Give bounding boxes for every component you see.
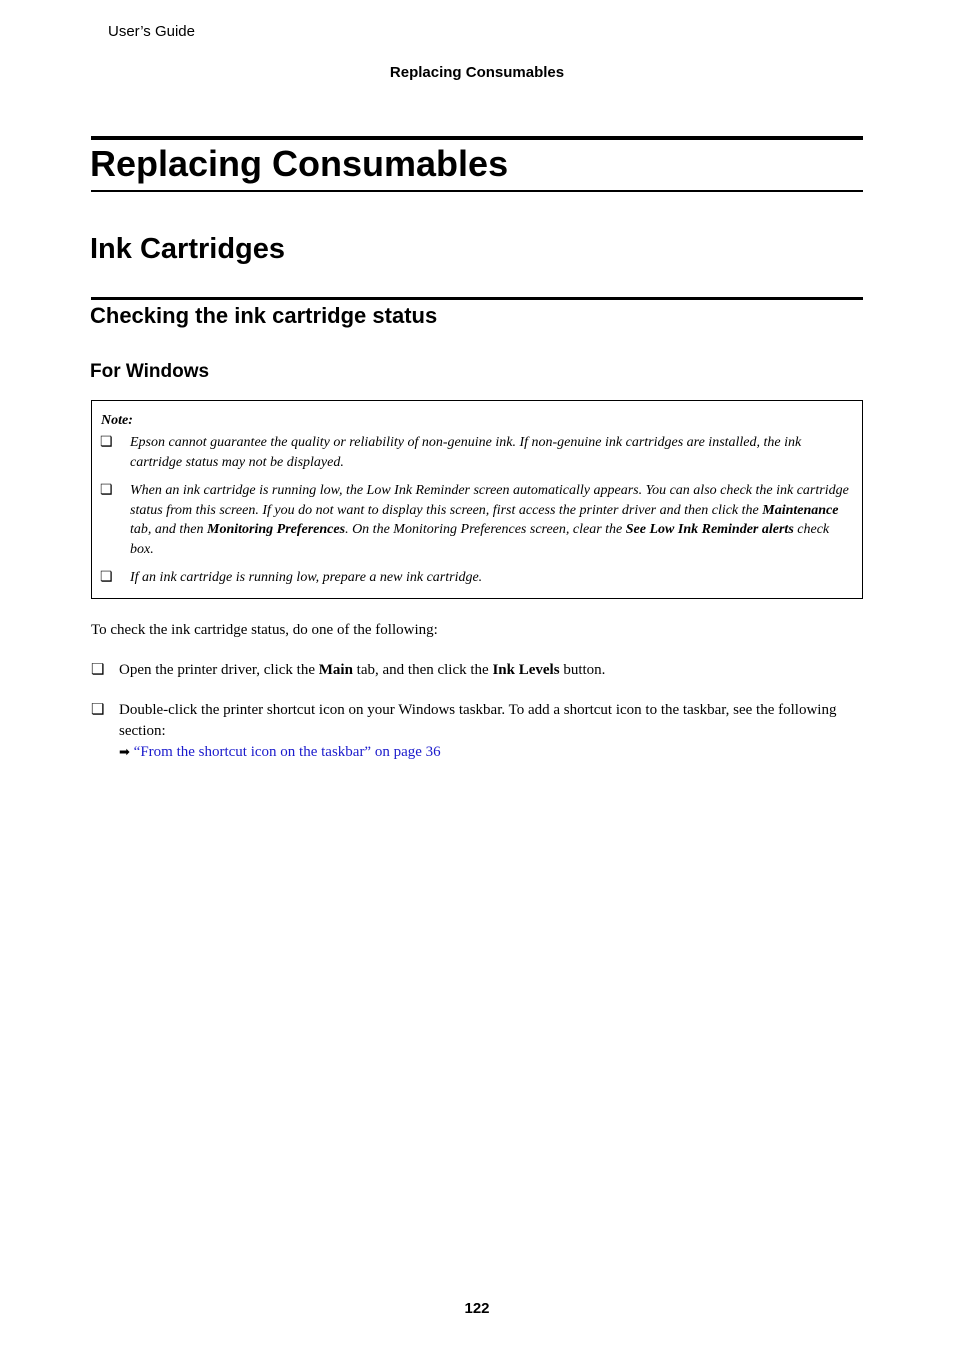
intro-paragraph: To check the ink cartridge status, do one of the following: [91, 622, 438, 638]
monitoring-preferences-ref: Monitoring Preferences [207, 522, 346, 537]
checkbox-bullet-icon: ❏ [91, 662, 105, 678]
running-section-title: Replacing Consumables [389, 64, 565, 81]
subsubsection-title: For Windows [90, 361, 210, 382]
note-item [100, 433, 856, 472]
chapter-title: Replacing Consumables [90, 143, 509, 184]
main-tab-ref: Main [318, 662, 353, 678]
section-title: Ink Cartridges [90, 233, 285, 265]
list-item [91, 700, 866, 763]
note-item-text: If an ink cartridge is running low, prepare a new ink cartridge. [130, 570, 483, 585]
list-item-text: Double-click the printer shortcut icon on your Windows taskbar. To add a shortcut icon to the taskbar, see the following section: ➡ “From the shortcut icon on the taskbar” on page 36 [119, 702, 837, 760]
arrow-right-icon: ➡ [119, 745, 130, 760]
chapter-rule-bottom [91, 190, 863, 192]
maintenance-tab-ref: Maintenance [762, 502, 839, 518]
ink-levels-button-ref: Ink Levels [492, 662, 560, 678]
checkbox-bullet-icon: ❏ [100, 483, 113, 498]
note-item [100, 481, 856, 559]
cross-reference-link[interactable]: “From the shortcut icon on the taskbar” on page 36 [133, 744, 441, 760]
note-item-text: When an ink cartridge is running low, the Low Ink Reminder screen automatically appears. You can also check the ink cartridge status from this screen. If you do not want to display this screen, first access the printer driver and then click the Maintenance tab, and then Monitoring Preferences. On the Monitoring Preferences screen, clear the See Low Ink Reminder alerts check box. [130, 483, 849, 557]
note-label: Note: [101, 413, 133, 428]
page-number: 122 [464, 1300, 490, 1317]
list-item [91, 660, 866, 681]
note-box [91, 400, 863, 599]
running-title: User’s Guide [108, 23, 195, 40]
checkbox-bullet-icon: ❏ [100, 570, 113, 585]
note-item-text: Epson cannot guarantee the quality or reliability of non-genuine ink. If non-genuine ink cartridges are installed, the ink cartridge status may not be displayed. [130, 435, 802, 470]
see-low-ink-reminder-ref: See Low Ink Reminder alerts [625, 522, 794, 537]
note-item [100, 568, 856, 588]
subsection-rule [91, 297, 863, 300]
checkbox-bullet-icon: ❏ [100, 435, 113, 450]
list-item-text: Open the printer driver, click the Main tab, and then click the Ink Levels button. [119, 662, 606, 678]
checkbox-bullet-icon: ❏ [91, 702, 105, 718]
subsection-title: Checking the ink cartridge status [90, 303, 438, 328]
